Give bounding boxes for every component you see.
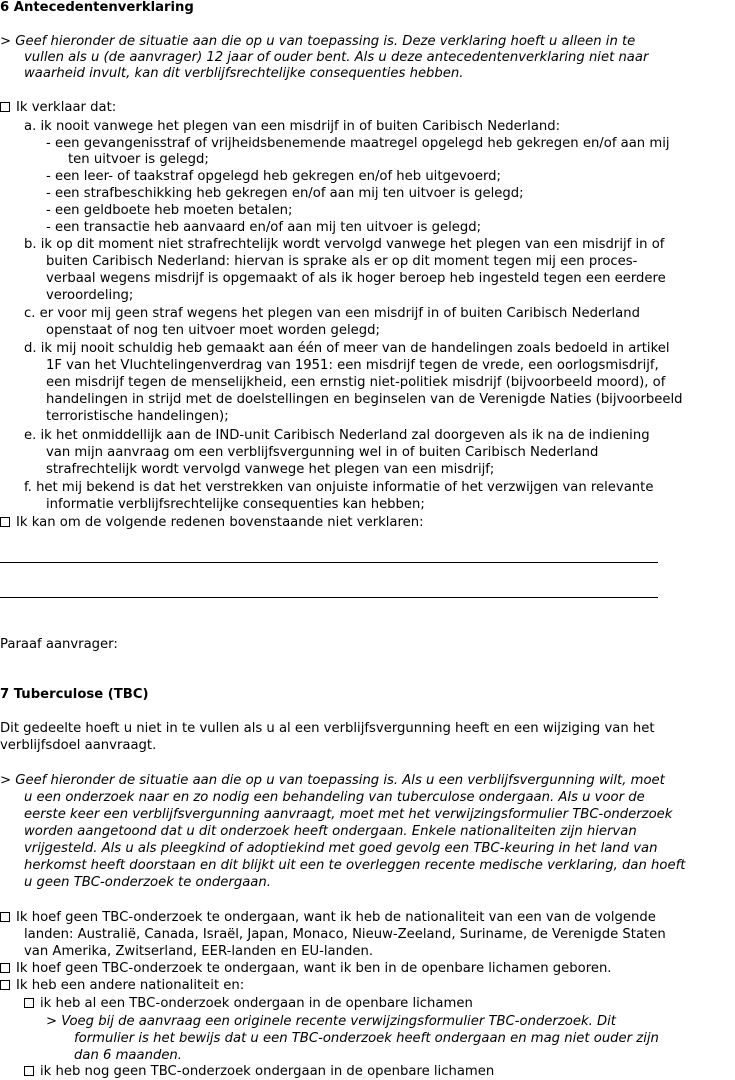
item-d-1: d. ik mij nooit schuldig heb gemaakt aan één of meer van de handelingen zoals bedoeld in artikel xyxy=(24,341,670,356)
item-b-1: b. ik op dit moment niet strafrechtelijk wordt vervolgd vanwege het plegen van een misdrijf in of xyxy=(24,237,665,252)
tbc-sub-option-2 xyxy=(24,1064,494,1080)
section6-intro-1: > Geef hieronder de situatie aan die op u van toepassing is. Deze verklaring hoeft u alleen in te xyxy=(0,34,636,49)
tbc-sub-note-3: dan 6 maanden. xyxy=(74,1048,182,1063)
tbc-sub-option-2-checkbox[interactable] xyxy=(24,1066,34,1076)
tbc-option-3-label: Ik heb een andere nationaliteit en: xyxy=(16,978,245,993)
section7-instruction-6: herkomst heeft doorstaan en dit blijkt uit een te overleggen recente medische verklaring, dan hoeft xyxy=(24,858,686,873)
sub-item-1-cont: ten uitvoer is gelegd; xyxy=(68,152,209,167)
section7-instruction-7: u geen TBC-onderzoek te ondergaan. xyxy=(24,875,271,890)
section7-instruction-1: > Geef hieronder de situatie aan die op u van toepassing is. Als u een verblijfsvergunning wilt, moet xyxy=(0,773,665,788)
item-e-2: van mijn aanvraag om een verblijfsvergunning wel in of buiten Caribisch Nederland xyxy=(46,445,599,460)
tbc-option-1 xyxy=(0,910,656,926)
tbc-option-1-label-3: van Amerika, Zwitserland, EER-landen en EU-landen. xyxy=(24,944,374,959)
item-f-2: informatie verblijfsrechtelijke consequenties kan hebben; xyxy=(46,497,425,512)
item-d-2: 1F van het Vluchtelingenverdrag van 1951: een misdrijf tegen de vrede, een oorlogsmisdrijf, xyxy=(46,358,659,373)
declare-label: Ik verklaar dat: xyxy=(16,100,117,115)
tbc-option-1-checkbox[interactable] xyxy=(0,912,10,922)
section7-heading: 7 Tuberculose (TBC) xyxy=(0,687,149,702)
section7-instruction-2: u een onderzoek naar en zo nodig een behandeling van tuberculose ondergaan. Als u voor de xyxy=(24,790,645,805)
tbc-sub-option-1 xyxy=(24,996,473,1012)
item-b-2: buiten Caribisch Nederland: hiervan is sprake als er op dit moment tegen mij een proces- xyxy=(46,254,638,269)
section6-intro-3: waarheid invult, kan dit verblijfsrechtelijke consequenties hebben. xyxy=(24,66,464,81)
reason-input-line-2[interactable] xyxy=(0,597,658,598)
tbc-option-1-label-1: Ik hoef geen TBC-onderzoek te ondergaan, want ik heb de nationaliteit van een van de volgende xyxy=(16,910,656,925)
sub-item-1: - een gevangenisstraf of vrijheidsbenemende maatregel opgelegd heb gekregen en/of aan mij xyxy=(46,136,670,151)
section7-intro-2: verblijfsdoel aanvraagt. xyxy=(0,738,157,753)
section7-intro-1: Dit gedeelte hoeft u niet in te vullen als u al een verblijfsvergunning heeft en een wijziging van het xyxy=(0,721,655,736)
cannot-declare-label: Ik kan om de volgende redenen bovenstaande niet verklaren: xyxy=(16,515,424,530)
tbc-option-2-checkbox[interactable] xyxy=(0,963,10,973)
tbc-sub-note-2: formulier is het bewijs dat u een TBC-onderzoek heeft ondergaan en mag niet ouder zijn xyxy=(74,1031,659,1046)
tbc-option-3 xyxy=(0,978,244,994)
section6-intro-2: vullen als u (de aanvrager) 12 jaar of ouder bent. Als u deze antecedentenverklaring niet naar xyxy=(24,50,649,65)
reason-input-line-1[interactable] xyxy=(0,562,658,563)
item-c-2: openstaat of nog ten uitvoer moet worden gelegd; xyxy=(46,323,380,338)
tbc-sub-option-1-checkbox[interactable] xyxy=(24,998,34,1008)
item-c-1: c. er voor mij geen straf wegens het plegen van een misdrijf in of buiten Caribisch Nederland xyxy=(24,306,640,321)
tbc-option-1-label-2: landen: Australië, Canada, Israël, Japan, Monaco, Nieuw-Zeeland, Suriname, de Verenigde Staten xyxy=(24,927,666,942)
declare-option xyxy=(0,100,116,116)
item-b-3: verbaal wegens misdrijf is opgemaakt of als ik hoger beroep heb ingesteld tegen een eerdere xyxy=(46,271,666,286)
section7-instruction-3: eerste keer een verblijfsvergunning aanvraagt, moet met het verwijzingsformulier TBC-onderzoek xyxy=(24,807,673,822)
item-e-3: strafrechtelijk wordt vervolgd vanwege het plegen van een misdrijf; xyxy=(46,462,495,477)
declare-checkbox[interactable] xyxy=(0,102,10,112)
tbc-sub-option-1-label: ik heb al een TBC-onderzoek ondergaan in de openbare lichamen xyxy=(40,996,473,1011)
tbc-option-2-label: Ik hoef geen TBC-onderzoek te ondergaan, want ik ben in de openbare lichamen geboren. xyxy=(16,961,612,976)
item-a: a. ik nooit vanwege het plegen van een misdrijf in of buiten Caribisch Nederland: xyxy=(24,119,561,134)
item-f-1: f. het mij bekend is dat het verstrekken van onjuiste informatie of het verzwijgen van relevante xyxy=(24,480,654,495)
item-d-5: terroristische handelingen); xyxy=(46,409,229,424)
item-b-4: veroordeling; xyxy=(46,288,134,303)
item-d-4: handelingen in strijd met de doelstellingen en beginselen van de Verenigde Naties (bijvoorbeeld xyxy=(46,392,683,407)
tbc-option-2 xyxy=(0,961,612,977)
section6-heading: 6 Antecedentenverklaring xyxy=(0,0,194,15)
sub-item-5: - een transactie heb aanvaard en/of aan mij ten uitvoer is gelegd; xyxy=(46,220,482,235)
tbc-sub-option-2-label: ik heb nog geen TBC-onderzoek ondergaan in de openbare lichamen xyxy=(40,1064,495,1079)
cannot-declare-option xyxy=(0,515,424,531)
sub-item-2: - een leer- of taakstraf opgelegd heb gekregen en/of heb uitgevoerd; xyxy=(46,169,501,184)
item-d-3: een misdrijf tegen de menselijkheid, een ernstig niet-politiek misdrijf (bijvoorbeeld moord), of xyxy=(46,375,666,390)
sub-item-3: - een strafbeschikking heb gekregen en/of aan mij ten uitvoer is gelegd; xyxy=(46,186,524,201)
sub-item-4: - een geldboete heb moeten betalen; xyxy=(46,203,293,218)
item-e-1: e. ik het onmiddellijk aan de IND-unit Caribisch Nederland zal doorgeven als ik na de indiening xyxy=(24,428,650,443)
cannot-declare-checkbox[interactable] xyxy=(0,517,10,527)
tbc-sub-note-1: > Voeg bij de aanvraag een originele recente verwijzingsformulier TBC-onderzoek. Dit xyxy=(46,1014,616,1029)
section7-instruction-5: vrijgesteld. Als u als pleegkind of adoptiekind met goed gevolg een TBC-keuring in het land van xyxy=(24,841,658,856)
paraaf-label: Paraaf aanvrager: xyxy=(0,637,118,652)
tbc-option-3-checkbox[interactable] xyxy=(0,980,10,990)
section7-instruction-4: worden aangetoond dat u dit onderzoek heeft ondergaan. Enkele nationaliteiten zijn hiervan xyxy=(24,824,637,839)
